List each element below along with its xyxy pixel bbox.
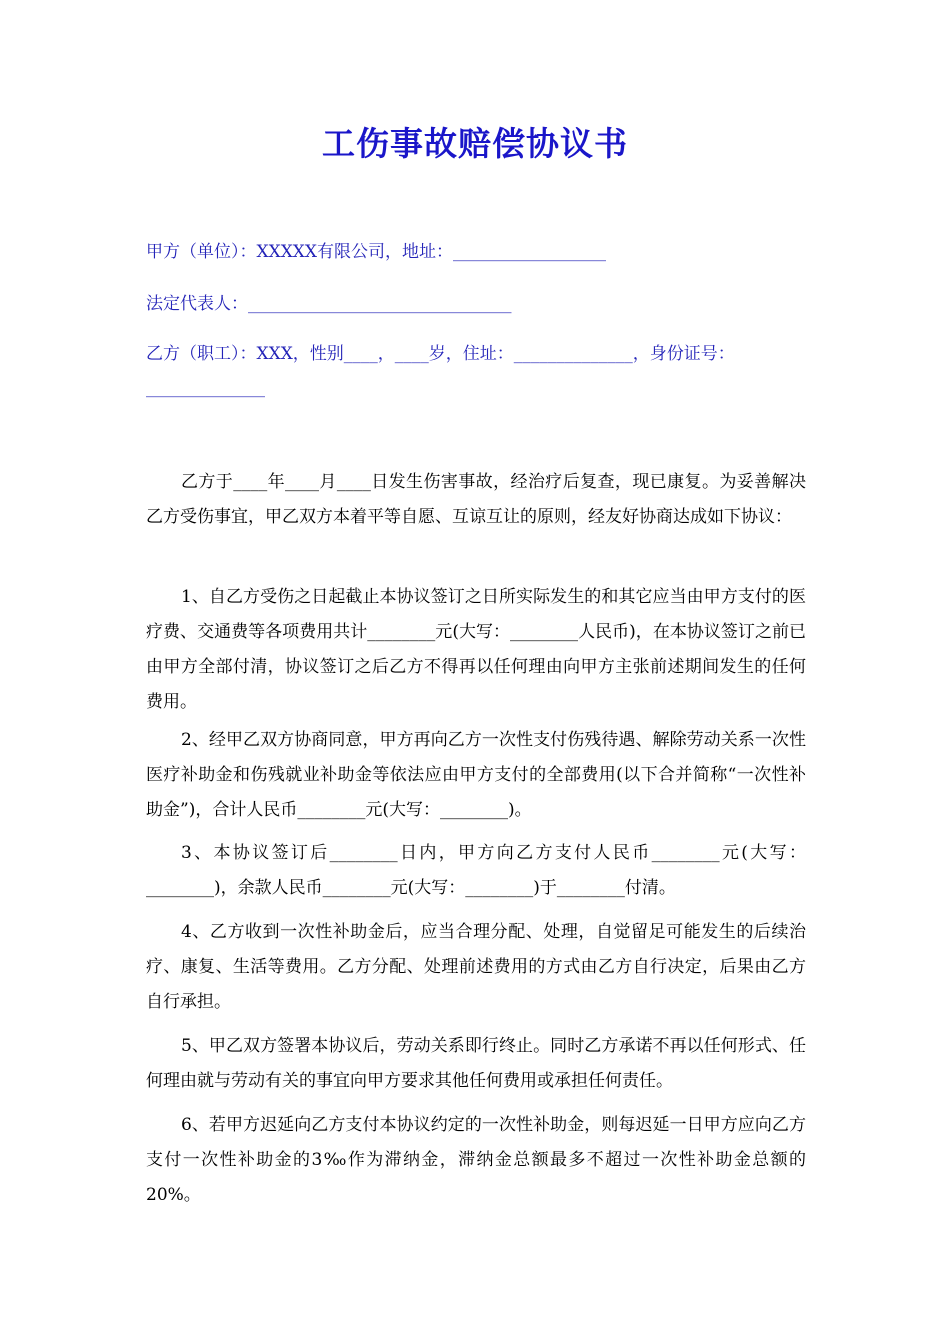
clause-2-paragraph: 2、经甲乙双方协商同意，甲方再向乙方一次性支付伤残待遇、解除劳动关系一次性医疗补助金和伤残就业补助金等依法应由甲方支付的全部费用(以下合并简称“一次性补助金”)，合计人民币________元(大写：________)。 [146, 730, 806, 820]
party-b-line: 乙方（职工）：XXX，性别____，____岁，住址：______________，身份证号： [146, 344, 735, 364]
document-title: 工伤事故赔偿协议书 [322, 124, 628, 163]
clause-3-paragraph: 3、本协议签订后________日内，甲方向乙方支付人民币________元(大写：________)，余款人民币________元(大写：________)于________付清。 [146, 843, 806, 898]
legal-representative-line: 法定代表人：_______________________________ [146, 294, 512, 314]
clause-1-paragraph: 1、自乙方受伤之日起截止本协议签订之日所实际发生的和其它应当由甲方支付的医疗费、交通费等各项费用共计________元(大写：________人民币)，在本协议签订之前已由甲方全部付清，协议签订之后乙方不得再以任何理由向甲方主张前述期间发生的任何费用。 [146, 587, 806, 712]
party-a-line: 甲方（单位）：XXXXX有限公司，地址：__________________ [146, 242, 607, 262]
intro-paragraph: 乙方于____年____月____日发生伤害事故，经治疗后复查，现已康复。为妥善解决乙方受伤事宜，甲乙双方本着平等自愿、互谅互让的原则，经友好协商达成如下协议： [146, 472, 806, 527]
clause-4-paragraph: 4、乙方收到一次性补助金后，应当合理分配、处理，自觉留足可能发生的后续治疗、康复、生活等费用。乙方分配、处理前述费用的方式由乙方自行决定，后果由乙方自行承担。 [146, 922, 806, 1012]
party-b-id-number-line: ______________ [146, 378, 265, 398]
clause-6-paragraph: 6、若甲方迟延向乙方支付本协议约定的一次性补助金，则每迟延一日甲方应向乙方支付一次性补助金的3‰作为滞纳金，滞纳金总额最多不超过一次性补助金总额的20%。 [146, 1115, 806, 1205]
clause-5-paragraph: 5、甲乙双方签署本协议后，劳动关系即行终止。同时乙方承诺不再以任何形式、任何理由就与劳动有关的事宜向甲方要求其他任何费用或承担任何责任。 [146, 1036, 806, 1091]
